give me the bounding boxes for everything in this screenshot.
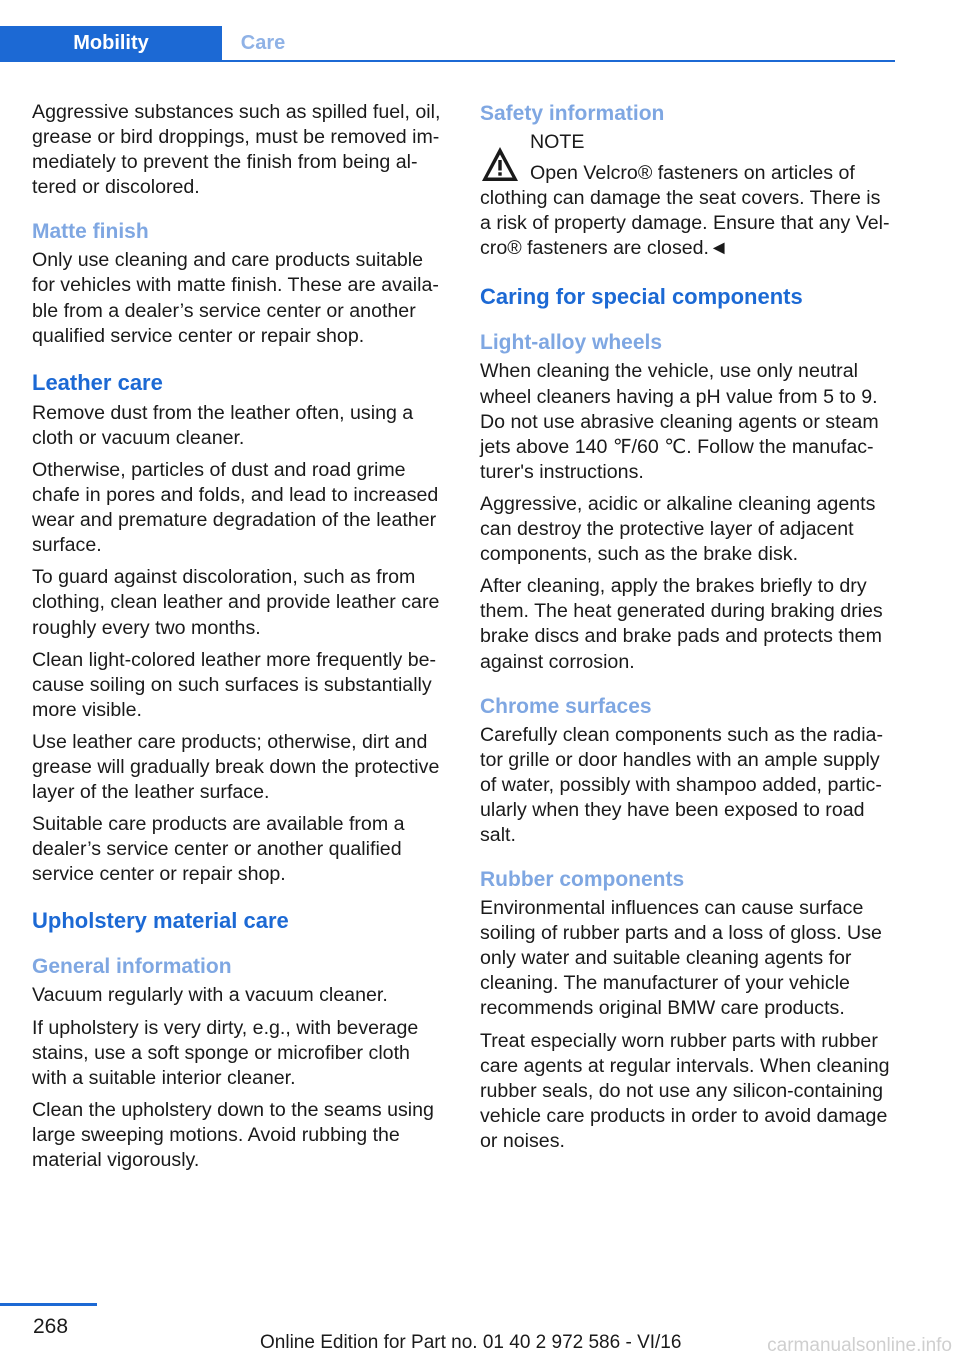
note-label: NOTE [530, 131, 585, 153]
page-header [0, 26, 895, 62]
note-text-first-line: Open Velcro® fasteners on articles of [530, 162, 855, 185]
light-alloy-wheels-heading: Light-alloy wheels [480, 331, 663, 355]
upholstery-text-3: Clean the upholstery down to the seams using large sweeping motions. Avoid rubbing the material vigorously. [32, 1098, 434, 1171]
wheels-text-1: When cleaning the vehicle, use only neutral wheel cleaners having a pH value from 5 to 9. Do not use abrasive cleaning agents or steam jets above 140 ℉/60 ℃. Follow the manufacturer's instructions. [480, 360, 879, 483]
leather-care-text-2: Otherwise, particles of dust and road grime chafe in pores and folds, and lead to increased wear and premature degradation of the leather surface. [32, 458, 439, 557]
left-column [32, 100, 450, 1180]
rubber-components-heading: Rubber components [480, 868, 685, 892]
matte-finish-text: Only use cleaning and care products suitable for vehicles with matte finish. These are available from a dealer’s service center or another qualified service center or repair shop. [32, 249, 439, 347]
leather-care-text-3: To guard against discoloration, such as from clothing, clean leather and provide leather care roughly every two months. [32, 566, 440, 639]
note-text: clothing can damage the seat covers. There is a risk of property damage. Ensure that any Velcro® fasteners are closed.◄ [480, 187, 890, 260]
leather-care-text-4: Clean light-colored leather more frequently because soiling on such surfaces is substantially more visible. [32, 648, 437, 721]
safety-note [480, 100, 895, 261]
leather-care-text-6: Suitable care products are available from a dealer’s service center or another qualified service center or repair shop. [32, 813, 405, 886]
rubber-text-1: Environmental influences can cause surface soiling of rubber parts and a loss of gloss. Use only water and suitable cleaning agents for cleaning. The manufacturer of your vehicle recommends original BMW care products. [480, 897, 882, 1020]
general-information-heading: General information [32, 955, 232, 979]
tab-care: Care [240, 32, 286, 54]
tab-mobility: Mobility [0, 26, 222, 60]
edition-footer: Online Edition for Part no. 01 40 2 972 586 - VI/16 [260, 1332, 682, 1353]
warning-triangle-icon [480, 144, 520, 184]
safety-information-heading: Safety information [480, 102, 665, 125]
chrome-surfaces-heading: Chrome surfaces [480, 694, 652, 718]
header-rule [0, 60, 895, 62]
footer-rule [0, 1303, 97, 1306]
leather-care-text-5: Use leather care products; otherwise, dirt and grease will gradually break down the protective layer of the leather surface. [32, 730, 440, 804]
wheels-text-2: Aggressive, acidic or alkaline cleaning agents can destroy the protective layer of adjacent components, such as the brake disk. [480, 492, 876, 566]
upholstery-text-1: Vacuum regularly with a vacuum cleaner. [32, 984, 388, 1007]
rubber-text-2: Treat especially worn rubber parts with rubber care agents at regular intervals. When cleaning rubber seals, do not use any silicon-containing vehicle care products in order to avoid damage or noises. [480, 1029, 890, 1152]
upholstery-heading: Upholstery material care [32, 908, 289, 934]
page-number: 268 [33, 1315, 69, 1338]
wheels-text-3: After cleaning, apply the brakes briefly to dry them. The heat generated during braking dries brake discs and brake pads and protects them against corrosion. [480, 575, 883, 673]
watermark: carmanualsonline.info [767, 1335, 952, 1356]
right-column [480, 100, 895, 1161]
leather-care-text-1: Remove dust from the leather often, using a cloth or vacuum cleaner. [32, 401, 414, 449]
caring-special-components-heading: Caring for special components [480, 284, 803, 310]
matte-finish-heading: Matte finish [32, 220, 149, 244]
leather-care-heading: Leather care [32, 369, 163, 395]
chrome-text: Carefully clean components such as the radiator grille or door handles with an ample supply of water, possibly with shampoo added, particularly when they have been exposed to road salt. [480, 723, 883, 846]
intro-paragraph: Aggressive substances such as spilled fuel, oil, grease or bird droppings, must be removed immediately to prevent the finish from being altered or discolored. [32, 101, 441, 199]
upholstery-text-2: If upholstery is very dirty, e.g., with beverage stains, use a soft sponge or microfiber cloth with a suitable interior cleaner. [32, 1016, 419, 1089]
